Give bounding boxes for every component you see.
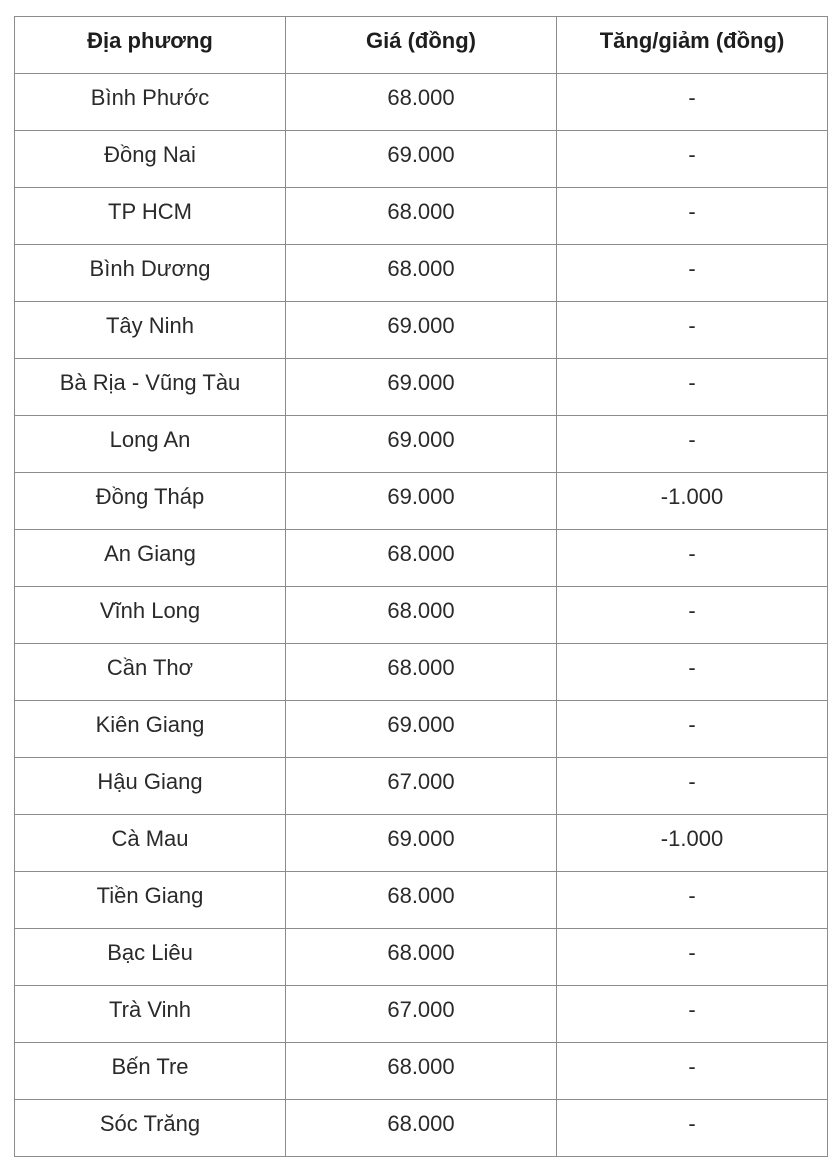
- table-row: [15, 530, 828, 587]
- table-row: [15, 302, 828, 359]
- change-cell: -: [557, 1100, 828, 1157]
- price-cell: 68.000: [286, 587, 557, 644]
- table-row: [15, 131, 828, 188]
- location-cell: Long An: [15, 416, 286, 473]
- price-cell: 69.000: [286, 473, 557, 530]
- location-cell: Trà Vinh: [15, 986, 286, 1043]
- change-cell: -: [557, 302, 828, 359]
- price-cell: 68.000: [286, 188, 557, 245]
- location-cell: Vĩnh Long: [15, 587, 286, 644]
- price-cell: 68.000: [286, 929, 557, 986]
- change-cell: -: [557, 929, 828, 986]
- price-cell: 68.000: [286, 74, 557, 131]
- location-cell: Tiền Giang: [15, 872, 286, 929]
- price-cell: 68.000: [286, 1043, 557, 1100]
- table-row: [15, 872, 828, 929]
- price-cell: 67.000: [286, 986, 557, 1043]
- location-cell: TP HCM: [15, 188, 286, 245]
- header-location: Địa phương: [15, 17, 286, 74]
- price-cell: 69.000: [286, 416, 557, 473]
- header-change: Tăng/giảm (đồng): [557, 17, 828, 74]
- location-cell: Tây Ninh: [15, 302, 286, 359]
- table-row: [15, 701, 828, 758]
- price-cell: 68.000: [286, 530, 557, 587]
- change-cell: -: [557, 758, 828, 815]
- change-cell: -: [557, 416, 828, 473]
- table-row: [15, 986, 828, 1043]
- table-body: [15, 74, 828, 1157]
- change-cell: -: [557, 188, 828, 245]
- table-header: [15, 17, 828, 74]
- table-row: [15, 1043, 828, 1100]
- change-cell: -1.000: [557, 473, 828, 530]
- price-cell: 69.000: [286, 815, 557, 872]
- location-cell: Kiên Giang: [15, 701, 286, 758]
- table-row: [15, 188, 828, 245]
- location-cell: Hậu Giang: [15, 758, 286, 815]
- change-cell: -: [557, 701, 828, 758]
- change-cell: -: [557, 131, 828, 188]
- change-cell: -1.000: [557, 815, 828, 872]
- header-row: [15, 17, 828, 74]
- location-cell: Bình Phước: [15, 74, 286, 131]
- change-cell: -: [557, 359, 828, 416]
- table-row: [15, 758, 828, 815]
- price-table: [14, 16, 828, 1157]
- table-row: [15, 245, 828, 302]
- change-cell: -: [557, 74, 828, 131]
- location-cell: Bến Tre: [15, 1043, 286, 1100]
- price-cell: 68.000: [286, 245, 557, 302]
- price-cell: 67.000: [286, 758, 557, 815]
- price-cell: 69.000: [286, 131, 557, 188]
- price-cell: 69.000: [286, 701, 557, 758]
- price-cell: 68.000: [286, 872, 557, 929]
- location-cell: Sóc Trăng: [15, 1100, 286, 1157]
- location-cell: Bà Rịa - Vũng Tàu: [15, 359, 286, 416]
- change-cell: -: [557, 530, 828, 587]
- location-cell: Cần Thơ: [15, 644, 286, 701]
- change-cell: -: [557, 644, 828, 701]
- price-cell: 69.000: [286, 302, 557, 359]
- location-cell: An Giang: [15, 530, 286, 587]
- table-row: [15, 644, 828, 701]
- change-cell: -: [557, 245, 828, 302]
- table-row: [15, 359, 828, 416]
- price-cell: 68.000: [286, 644, 557, 701]
- table-row: [15, 929, 828, 986]
- location-cell: Bình Dương: [15, 245, 286, 302]
- change-cell: -: [557, 986, 828, 1043]
- location-cell: Đồng Tháp: [15, 473, 286, 530]
- table-row: [15, 587, 828, 644]
- table-row: [15, 815, 828, 872]
- header-price: Giá (đồng): [286, 17, 557, 74]
- location-cell: Đồng Nai: [15, 131, 286, 188]
- price-cell: 69.000: [286, 359, 557, 416]
- table-row: [15, 74, 828, 131]
- price-cell: 68.000: [286, 1100, 557, 1157]
- table-row: [15, 1100, 828, 1157]
- location-cell: Bạc Liêu: [15, 929, 286, 986]
- change-cell: -: [557, 587, 828, 644]
- table-row: [15, 473, 828, 530]
- table-row: [15, 416, 828, 473]
- location-cell: Cà Mau: [15, 815, 286, 872]
- change-cell: -: [557, 1043, 828, 1100]
- change-cell: -: [557, 872, 828, 929]
